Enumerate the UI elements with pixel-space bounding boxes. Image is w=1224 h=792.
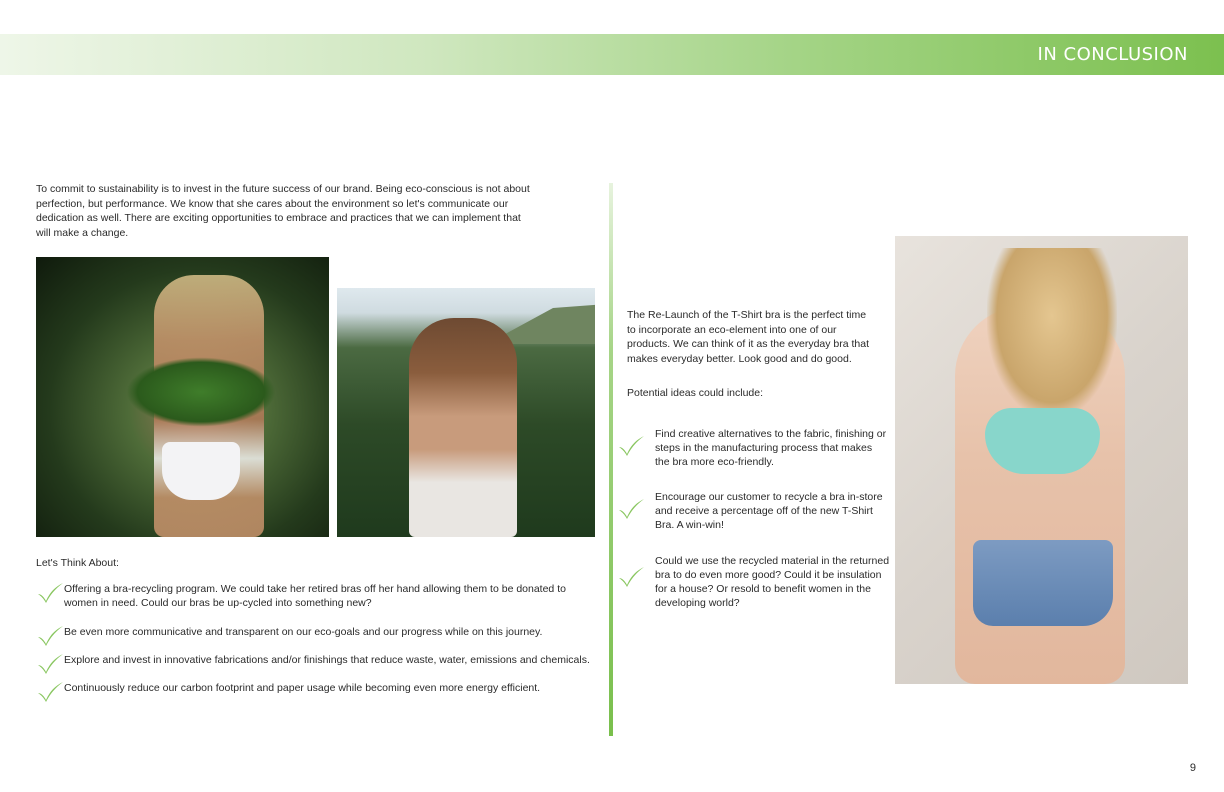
checkmark-icon	[617, 566, 645, 588]
potential-ideas-heading: Potential ideas could include:	[627, 387, 764, 399]
column-divider	[609, 183, 613, 736]
list-item-text: Could we use the recycled material in the returned bra to do even more good? Could it be insulation for a house? Or resold to benefit women in the developing world?	[655, 555, 890, 609]
list-item	[36, 625, 596, 647]
checkmark-icon	[36, 625, 64, 647]
list-item-text: Encourage our customer to recycle a bra in-store and receive a percentage off of the new T-Shirt Bra. A win-win!	[655, 491, 883, 531]
page-title: IN CONCLUSION	[1037, 44, 1188, 65]
checkmark-icon	[36, 653, 64, 675]
checkmark-icon	[36, 582, 64, 604]
list-item-text: Find creative alternatives to the fabric, finishing or steps in the manufacturing process that makes the bra more eco-friendly.	[655, 428, 887, 468]
checkmark-icon	[36, 681, 64, 703]
list-item	[617, 554, 895, 610]
list-item-text: Offering a bra-recycling program. We could take her retired bras off her hand allowing them to be donated to women in need. Could our bras be up-cycled into something new?	[64, 583, 566, 609]
list-item	[36, 681, 596, 703]
intro-paragraph: To commit to sustainability is to invest in the future success of our brand. Being eco-conscious is not about perfection, but performance. We know that she cares about the environment so let's communicate our dedication as well. There are exciting opportunities to embrace and practices that we can implement that will make a change.	[36, 183, 530, 239]
list-item	[617, 427, 887, 469]
hillside-photo	[337, 288, 595, 537]
lets-think-about-heading: Let's Think About:	[36, 557, 119, 569]
list-item-text: Explore and invest in innovative fabrications and/or finishings that reduce waste, water, emissions and chemicals.	[64, 654, 590, 666]
tshirt-bra-model-photo	[895, 236, 1188, 684]
list-item	[36, 582, 581, 610]
relaunch-paragraph: The Re-Launch of the T-Shirt bra is the perfect time to incorporate an eco-element into one of our products. We can think of it as the everyday bra that makes everyday better. Look good and do good.	[627, 309, 870, 365]
list-item	[617, 490, 887, 532]
checkmark-icon	[617, 435, 645, 457]
list-item	[36, 653, 601, 675]
checkmark-icon	[617, 498, 645, 520]
forest-swimwear-photo	[36, 257, 329, 537]
list-item-text: Continuously reduce our carbon footprint and paper usage while becoming even more energy efficient.	[64, 682, 541, 694]
list-item-text: Be even more communicative and transparent on our eco-goals and our progress while on this journey.	[64, 626, 543, 638]
page-number: 9	[1189, 762, 1196, 774]
